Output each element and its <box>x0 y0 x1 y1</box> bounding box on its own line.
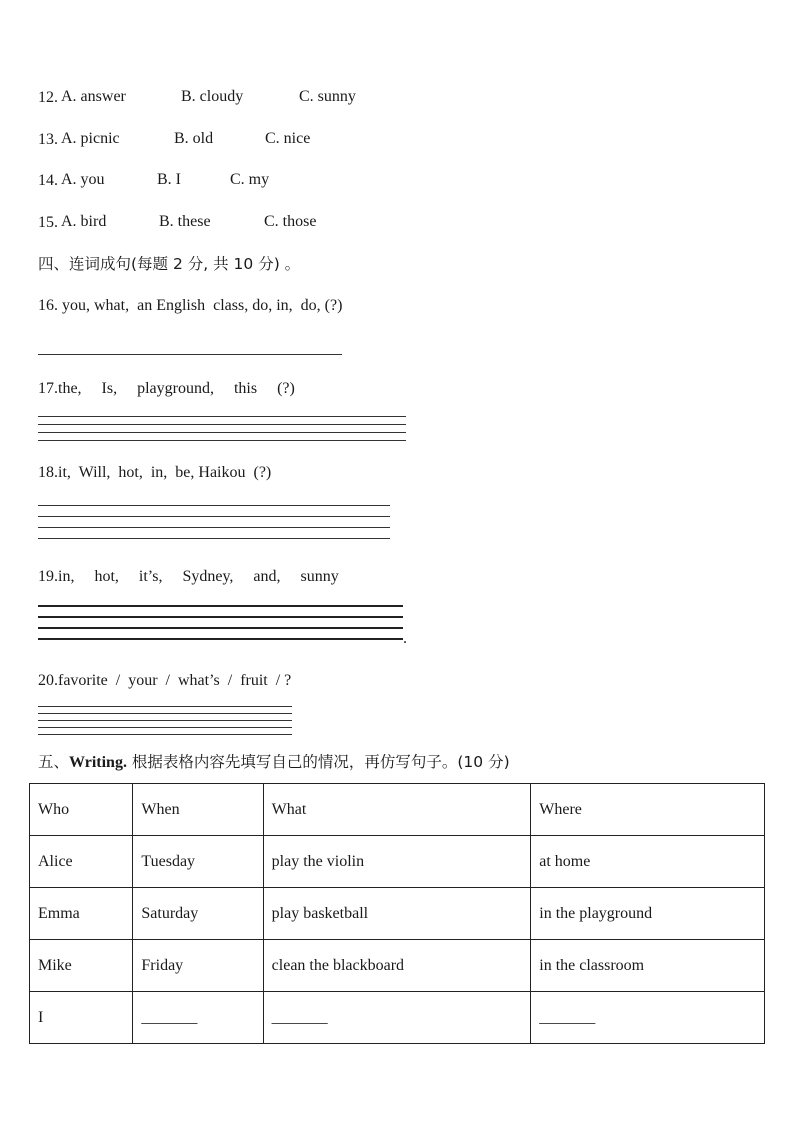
answer-line[interactable] <box>38 440 406 441</box>
answer-line[interactable] <box>38 605 403 607</box>
question-number: 13. <box>38 131 58 148</box>
table-cell: in the classroom <box>531 940 765 992</box>
table-cell: Tuesday <box>133 836 263 888</box>
option-c: C. my <box>230 171 270 188</box>
trailing-period: . <box>403 630 407 647</box>
table-row <box>30 940 765 992</box>
answer-line[interactable] <box>38 638 403 640</box>
table-cell: clean the blackboard <box>263 940 531 992</box>
option-c: C. sunny <box>299 88 356 105</box>
heading-bold: Writing. <box>69 754 127 771</box>
sentence-item-20 <box>38 671 291 691</box>
option-b: B. these <box>159 213 211 230</box>
writing-table <box>29 783 765 1044</box>
table-row-self <box>30 992 765 1044</box>
heading-suffix: 根据表格内容先填写自己的情况，再仿写句子。(10 分) <box>126 753 510 771</box>
question-number: 14. <box>38 172 58 189</box>
table-row <box>30 888 765 940</box>
blank-cell-when[interactable]: _______ <box>133 992 263 1044</box>
section-5-heading <box>38 752 510 773</box>
option-a: A. you <box>61 171 105 188</box>
section-4-heading: 四、连词成句(每题 2 分, 共 10 分) 。 <box>38 255 301 273</box>
answer-line[interactable] <box>38 505 390 506</box>
answer-line[interactable] <box>38 432 406 433</box>
item-number: 16. <box>38 297 58 314</box>
answer-line[interactable] <box>38 616 403 618</box>
blank-cell-where[interactable]: _______ <box>531 992 765 1044</box>
table-header-row <box>30 784 765 836</box>
sentence-item-17 <box>38 379 295 399</box>
table-row <box>30 836 765 888</box>
item-words: it, Will, hot, in, be, Haikou (?) <box>58 464 272 481</box>
table-cell: play the violin <box>263 836 531 888</box>
table-cell: I <box>30 992 133 1044</box>
option-c: C. those <box>264 213 317 230</box>
sentence-item-19 <box>38 567 339 587</box>
answer-line[interactable] <box>38 734 292 735</box>
item-number: 20. <box>38 672 58 689</box>
item-words: the, Is, playground, this (?) <box>58 380 295 397</box>
answer-line[interactable] <box>38 516 390 517</box>
item-words: in, hot, it’s, Sydney, and, sunny <box>58 568 339 585</box>
item-number: 19. <box>38 568 58 585</box>
answer-line[interactable] <box>38 354 342 355</box>
item-words: you, what, an English class, do, in, do, (?) <box>58 297 343 314</box>
option-b: B. old <box>174 130 214 147</box>
blank-cell-what[interactable]: _______ <box>263 992 531 1044</box>
option-b: B. cloudy <box>181 88 244 105</box>
table-cell: Friday <box>133 940 263 992</box>
table-cell: Emma <box>30 888 133 940</box>
header-cell-what: What <box>263 784 531 836</box>
table-cell: Alice <box>30 836 133 888</box>
item-number: 18. <box>38 464 58 481</box>
table-cell: play basketball <box>263 888 531 940</box>
answer-line[interactable] <box>38 713 292 714</box>
option-c: C. nice <box>265 130 311 147</box>
answer-line[interactable] <box>38 627 403 629</box>
heading-prefix: 五、 <box>38 753 70 771</box>
header-cell-who: Who <box>30 784 133 836</box>
table-cell: at home <box>531 836 765 888</box>
sentence-item-18 <box>38 463 271 483</box>
table-cell: Saturday <box>133 888 263 940</box>
question-number: 15. <box>38 214 58 231</box>
table-cell: Mike <box>30 940 133 992</box>
header-cell-where: Where <box>531 784 765 836</box>
item-words: favorite / your / what’s / fruit / ? <box>58 672 292 689</box>
item-number: 17. <box>38 380 58 397</box>
option-a: A. picnic <box>61 130 120 147</box>
answer-line[interactable] <box>38 538 390 539</box>
answer-line[interactable] <box>38 527 390 528</box>
answer-line[interactable] <box>38 727 292 728</box>
table-cell: in the playground <box>531 888 765 940</box>
answer-line[interactable] <box>38 424 406 425</box>
header-cell-when: When <box>133 784 263 836</box>
option-a: A. answer <box>61 88 126 105</box>
question-number: 12. <box>38 89 58 106</box>
sentence-item-16 <box>38 296 342 316</box>
option-b: B. I <box>157 171 181 188</box>
option-a: A. bird <box>61 213 107 230</box>
answer-line[interactable] <box>38 416 406 417</box>
answer-line[interactable] <box>38 706 292 707</box>
answer-line[interactable] <box>38 720 292 721</box>
